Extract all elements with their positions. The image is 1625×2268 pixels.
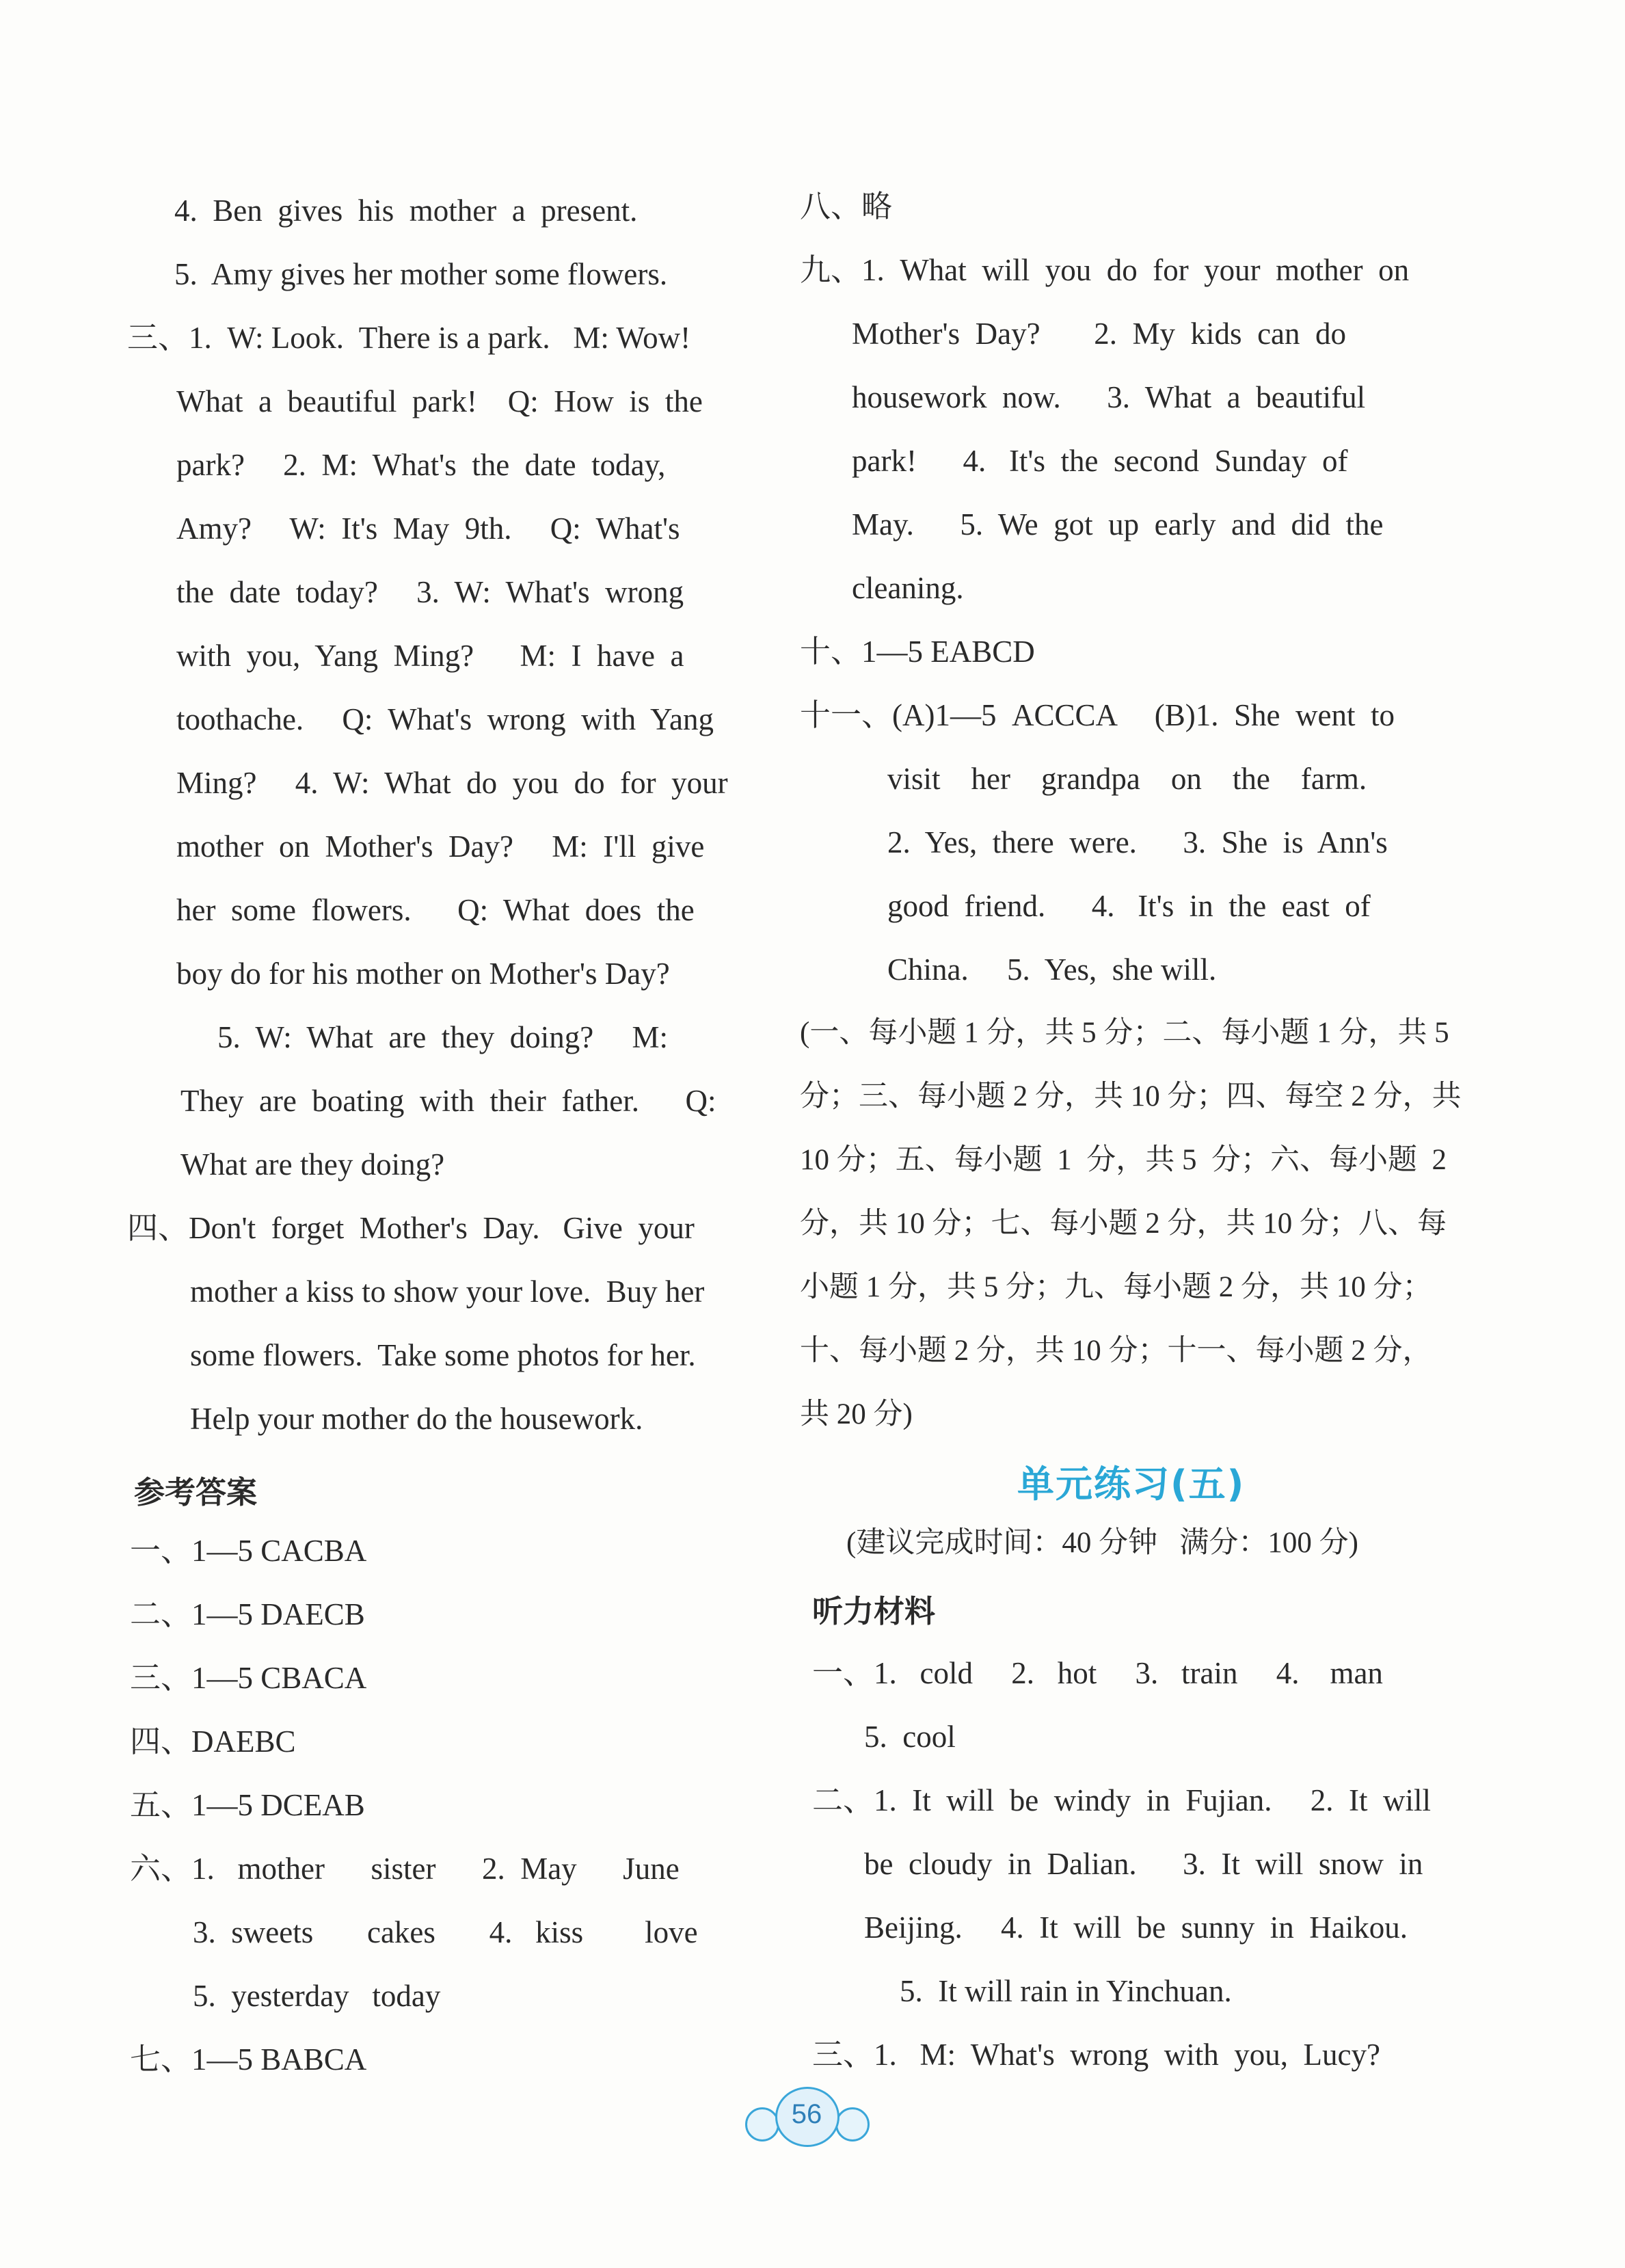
text-line: 三、1. W: Look. There is a park. M: Wow! xyxy=(127,321,691,355)
text-line: Mother's Day? 2. My kids can do xyxy=(852,317,1347,351)
text-line: good friend. 4. It's in the east of xyxy=(887,889,1371,923)
answer-line: 五、1—5 DCEAB xyxy=(130,1788,365,1822)
listening-line: 二、1. It will be windy in Fujian. 2. It will xyxy=(812,1783,1431,1817)
text-line: 八、略 xyxy=(800,189,893,224)
listening-line: Beijing. 4. It will be sunny in Haikou. xyxy=(864,1910,1408,1945)
text-line: May. 5. We got up early and did the xyxy=(852,507,1384,542)
score-note-line: 共 20 分) xyxy=(800,1398,913,1430)
text-line: park! 4. It's the second Sunday of xyxy=(852,444,1348,478)
text-line: Amy? W: It's May 9th. Q: What's xyxy=(176,511,680,546)
answer-line: 一、1—5 CACBA xyxy=(130,1534,367,1568)
text-line: 5. Amy gives her mother some flowers. xyxy=(174,257,668,291)
answer-line: 四、DAEBC xyxy=(130,1724,296,1759)
text-line: her some flowers. Q: What does the xyxy=(176,893,695,927)
score-note-line: 分；三、每小题 2 分，共 10 分；四、每空 2 分，共 xyxy=(800,1080,1462,1112)
score-note-line: 10 分；五、每小题 1 分，共 5 分；六、每小题 2 xyxy=(800,1144,1447,1176)
bubble-decoration xyxy=(835,2107,870,2142)
text-line: 十、1—5 EABCD xyxy=(800,635,1035,669)
text-line: some flowers. Take some photos for her. xyxy=(190,1338,696,1372)
answer-line: 5. yesterday today xyxy=(193,1979,441,2013)
listening-line: 三、1. M: What's wrong with you, Lucy? xyxy=(812,2038,1380,2072)
text-line: park? 2. M: What's the date today, xyxy=(176,448,666,482)
listening-line: 一、1. cold 2. hot 3. train 4. man xyxy=(812,1656,1383,1690)
text-line: They are boating with their father. Q: xyxy=(180,1084,716,1118)
answer-line: 3. sweets cakes 4. kiss love xyxy=(193,1915,698,1949)
listening-heading: 听力材料 xyxy=(812,1593,936,1629)
text-line: 十一、(A)1—5 ACCCA (B)1. She went to xyxy=(800,698,1395,732)
score-note-line: 十、每小题 2 分，共 10 分；十一、每小题 2 分， xyxy=(800,1335,1432,1367)
score-note-line: 小题 1 分，共 5 分；九、每小题 2 分，共 10 分； xyxy=(800,1271,1432,1303)
listening-line: 5. It will rain in Yinchuan. xyxy=(900,1974,1232,2008)
text-line: mother a kiss to show your love. Buy her xyxy=(190,1275,705,1309)
text-line: boy do for his mother on Mother's Day? xyxy=(176,957,670,991)
bubble-decoration xyxy=(745,2107,779,2142)
listening-line: be cloudy in Dalian. 3. It will snow in xyxy=(864,1847,1423,1881)
score-note-line: (一、每小题 1 分，共 5 分；二、每小题 1 分，共 5 xyxy=(800,1017,1449,1049)
listening-line: 5. cool xyxy=(864,1720,956,1754)
text-line: housework now. 3. What a beautiful xyxy=(852,380,1366,414)
page-number-badge xyxy=(740,2084,874,2146)
text-line: visit her grandpa on the farm. xyxy=(887,762,1367,796)
answer-line: 二、1—5 DAECB xyxy=(130,1597,365,1631)
text-line: China. 5. Yes, she will. xyxy=(887,952,1217,987)
text-line: 2. Yes, there were. 3. She is Ann's xyxy=(887,825,1388,859)
score-note-line: 分，共 10 分；七、每小题 2 分，共 10 分；八、每 xyxy=(800,1208,1447,1240)
text-line: What a beautiful park! Q: How is the xyxy=(176,384,703,418)
text-line: Ming? 4. W: What do you do for your xyxy=(176,766,728,800)
text-line: cleaning. xyxy=(852,571,964,605)
text-line: What are they doing? xyxy=(180,1147,445,1182)
text-line: toothache. Q: What's wrong with Yang xyxy=(176,702,714,736)
text-line: mother on Mother's Day? M: I'll give xyxy=(176,829,705,864)
answer-line: 三、1—5 CBACA xyxy=(130,1661,367,1695)
time-note: (建议完成时间：40 分钟 满分：100 分) xyxy=(846,1527,1358,1559)
text-line: Help your mother do the housework. xyxy=(190,1402,643,1436)
text-line: 四、Don't forget Mother's Day. Give your xyxy=(127,1211,695,1245)
text-line: 九、1. What will you do for your mother on xyxy=(800,253,1410,287)
answers-heading: 参考答案 xyxy=(134,1474,258,1510)
answer-line: 六、1. mother sister 2. May June xyxy=(130,1852,680,1886)
text-line: 4. Ben gives his mother a present. xyxy=(174,194,638,228)
text-line: the date today? 3. W: What's wrong xyxy=(176,575,684,609)
page-number: 56 xyxy=(791,2099,822,2129)
answer-line: 七、1—5 BABCA xyxy=(130,2042,367,2077)
unit-title: 单元练习(五) xyxy=(1017,1463,1246,1506)
text-line: 5. W: What are they doing? M: xyxy=(217,1020,669,1054)
text-line: with you, Yang Ming? M: I have a xyxy=(176,639,684,673)
